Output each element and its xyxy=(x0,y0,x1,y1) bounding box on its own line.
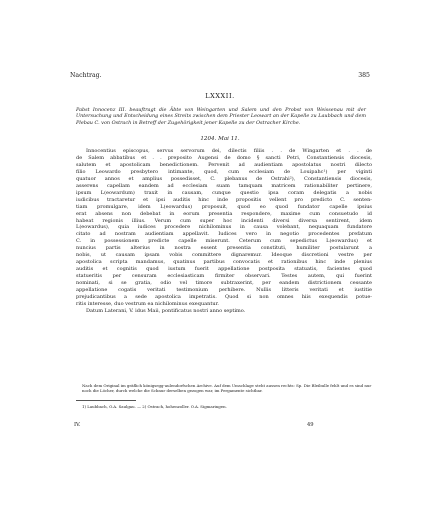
page-number: 385 xyxy=(358,72,370,79)
body-line: appellatione cogatis veritati testimonium perhibere. Nullis litteris veritati et iustitie xyxy=(76,287,372,294)
footnotes: 1) Laubbach, O.A. Saulgau. — 2) Ostrach, hohenzoller. O.A. Sigmaringen. xyxy=(82,404,227,409)
body-line: apostolica scripta mandamus, quatinus partibus convocatis et rationibus hinc inde plenius xyxy=(76,259,372,266)
body-line: C. in possessionem predicte capelle miserunt. Ceterum cum sepedictus L(eowardus) et xyxy=(76,238,372,245)
source-note: Nach dem Original im gräflich königsegg-aulendorfschen Archive. Auf dem Umschlage steht aussen rechts: Sp. Die Bleibulle fehlt und es sind nur noch die Löcher, durch welche die Schnur derselben gezogen war, im Pergamente sichtbar. xyxy=(82,383,372,393)
body-line: nominati, si se gratia, odio vel timore subtraxerint, per eandem districtionem cessante xyxy=(76,280,372,287)
body-line: asserens capellam eandem ad ecclesiam suam tamquam matricem rationabiliter pertinere, xyxy=(76,182,372,189)
body-line: statueritis per censuram ecclesiasticam firmiter observari. Testes autem, qui fuerint xyxy=(76,273,372,280)
body-line: iudicibus tractaretur et ipsi auditis hinc inde propositis vellent pro predicto C. senten- xyxy=(76,196,372,203)
running-title: Nachtrag. xyxy=(70,72,102,79)
document-body xyxy=(76,148,372,315)
body-line: L(eowardus), quia iudices procedere nichilominus in causa volebant, nequaquam fundatore xyxy=(76,224,372,231)
page-header xyxy=(70,72,370,79)
body-line: erat absens non debebat in eorum presentia respondere, maxime cum consuetudo id xyxy=(76,210,372,217)
body-line: nobis, ut causam ipsam vobis committere dignaremur. Ideoque discretioni vestre per xyxy=(76,252,372,259)
body-line: citato ad nostram audientiam appellavit. Iudices vero in negotio procedentes prefatum xyxy=(76,231,372,238)
document-summary: Pabst Innocenz III. beauftragt die Äbte von Weingarten und Salem und den Probst von Weissenau mit der Untersuchung und Entscheidung eines Streits zwischen dem Priester Leowart an der Kapelle zu Laubbach und dem Plebau C. von Ostrach in Betreff der Zugehörigkeit jener Kapelle zu der Ostracher Kirche. xyxy=(76,107,366,126)
volume-number: IV. xyxy=(74,422,81,428)
body-line: quatuor annos et amplius possedisset, C. plebanus de Ostrahi²), Constantiensis diocesis, xyxy=(76,175,372,182)
body-line: auditis et cognitis quod iustum fuerit appellatione postposita statuatis, facientes quod xyxy=(76,266,372,273)
body-line: de Salem abbatibus et . . preposito Augensi de domo § sancti Petri, Constantiensis diocesis, xyxy=(76,154,372,161)
body-line: nuncius partis alterius in nostra essent presentia constituti, humiliter postularunt a xyxy=(76,245,372,252)
body-line: Datum Laterani, V. idus Maii, pontificatus nostri anno septimo. xyxy=(86,307,246,314)
body-line: Innocentius episcopus, servus servorum dei, dilectis filiis . . de Wingarten et . . de xyxy=(86,148,372,154)
body-line: tiam promulgare, idem L(eowardus) proposuit, quod eo quod fundator capelle ipsius xyxy=(76,203,372,210)
signature-mark: 49 xyxy=(306,422,314,428)
document-number: LXXXII. xyxy=(205,92,235,100)
footnote-divider xyxy=(76,400,136,401)
document-dateline: 1204. Mai 11. xyxy=(200,136,240,142)
page-footer xyxy=(74,422,370,428)
body-line: habeat regionis illius. Verum cum super hoc incidenti diversi diversa sentirent, idem xyxy=(76,217,372,224)
body-line: salutem et apostolicam benedictionem. Pervenit ad audientiam apostolatus nostri dilecto xyxy=(76,161,372,168)
body-line: filio Leowardo presbytero intimante, quod, cum ecclesiam de Louipahc¹) per viginti xyxy=(76,168,372,175)
body-line: ipsum L(eowardum) traxit in causam, cunque questio ipsa coram delegatis a nobis xyxy=(76,189,372,196)
body-line: ritis interesse, duo vestrum ea nichilominus exequantur. xyxy=(76,300,220,307)
body-line: prejudicantibus a sede apostolica impetratis. Quod si non omnes hiis exequendis potue- xyxy=(76,294,372,301)
